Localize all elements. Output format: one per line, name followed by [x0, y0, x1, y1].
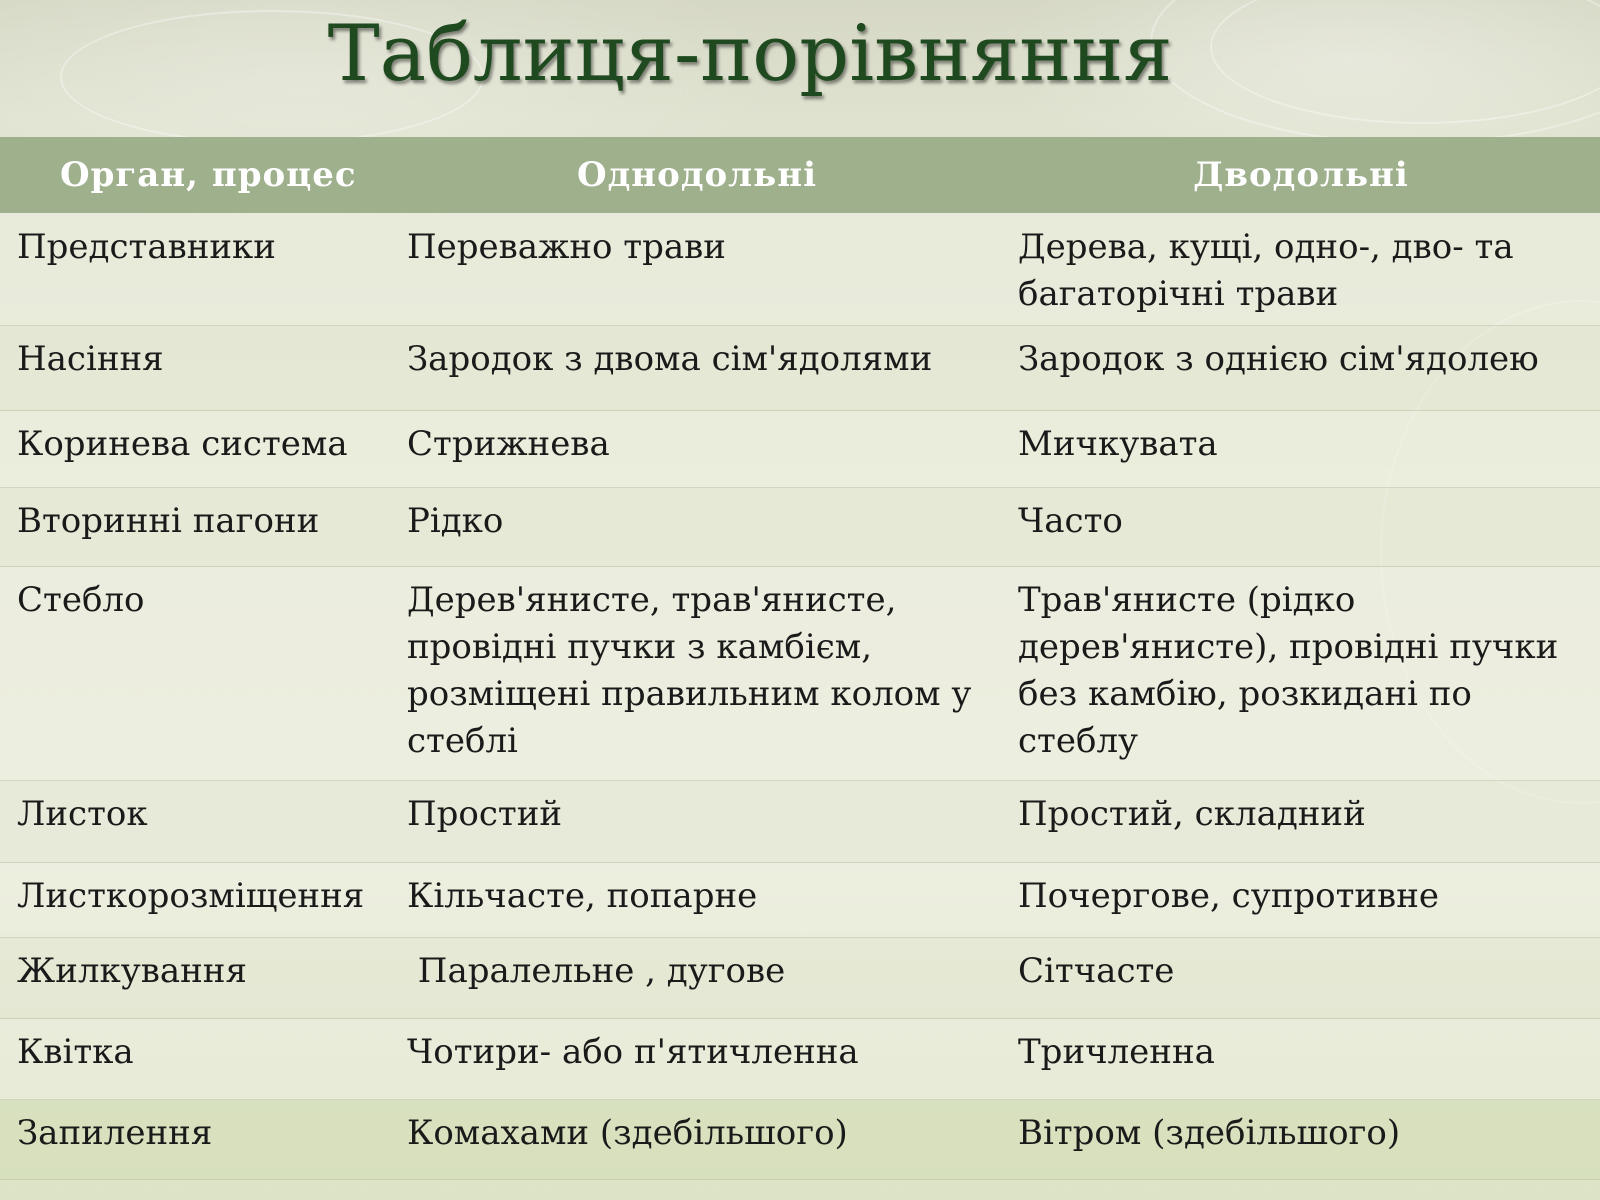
table-row [0, 214, 1600, 326]
table-cell-monocots: Паралельне , дугове [392, 938, 1002, 1019]
page-title: Таблиця-порівняння [327, 9, 1173, 99]
table-cell-monocots: Кільчасте, попарне [392, 863, 1002, 938]
table-cell-monocots: Переважно трави [392, 214, 1002, 326]
column-header-dicots: Дводольні [1002, 137, 1600, 214]
table-row [0, 1019, 1600, 1100]
table-cell-organ: Представники [0, 214, 392, 326]
table-cell-monocots: Зародок з двома сім'ядолями [392, 326, 1002, 411]
table-cell-organ: Вторинні пагони [0, 488, 392, 567]
table-cell-dicots: Трав'янисте (рідко дерев'янисте), провідні пучки без камбію, розкидані по стеблу [1002, 567, 1600, 781]
table-cell-organ: Листкорозміщення [0, 863, 392, 938]
column-header-organ: Орган, процес [0, 137, 392, 214]
table-row [0, 567, 1600, 781]
table-row [0, 938, 1600, 1019]
table-row [0, 411, 1600, 488]
table-cell-dicots: Вітром (здебільшого) [1002, 1100, 1600, 1180]
table-cell-monocots: Простий [392, 781, 1002, 863]
table-cell-monocots: Комахами (здебільшого) [392, 1100, 1002, 1180]
table-cell-dicots: Простий, складний [1002, 781, 1600, 863]
column-header-monocots: Однодольні [392, 137, 1002, 214]
table-cell-dicots: Часто [1002, 488, 1600, 567]
table-row [0, 863, 1600, 938]
table-cell-organ: Насіння [0, 326, 392, 411]
table-cell-dicots: Дерева, кущі, одно-, дво- та багаторічні трави [1002, 214, 1600, 326]
table-cell-monocots: Стрижнева [392, 411, 1002, 488]
table-cell-organ: Стебло [0, 567, 392, 781]
table-row [0, 1100, 1600, 1180]
table-cell-dicots: Зародок з однією сім'ядолею [1002, 326, 1600, 411]
table-cell-dicots: Почергове, супротивне [1002, 863, 1600, 938]
table-row [0, 326, 1600, 411]
table-cell-dicots: Тричленна [1002, 1019, 1600, 1100]
table-cell-organ: Квітка [0, 1019, 392, 1100]
table-cell-dicots: Мичкувата [1002, 411, 1600, 488]
table-row [0, 781, 1600, 863]
table-header-row [0, 137, 1600, 214]
table-cell-organ: Коринева система [0, 411, 392, 488]
table-cell-organ: Запилення [0, 1100, 392, 1180]
table-cell-organ: Жилкування [0, 938, 392, 1019]
table-row [0, 488, 1600, 567]
table-cell-monocots: Чотири- або п'ятичленна [392, 1019, 1002, 1100]
table-cell-dicots: Сітчасте [1002, 938, 1600, 1019]
table-cell-monocots: Дерев'янисте, трав'янисте, провідні пучки з камбієм, розміщені правильним колом у стеблі [392, 567, 1002, 781]
table-cell-monocots: Рідко [392, 488, 1002, 567]
table-cell-organ: Листок [0, 781, 392, 863]
comparison-table [0, 137, 1600, 1180]
